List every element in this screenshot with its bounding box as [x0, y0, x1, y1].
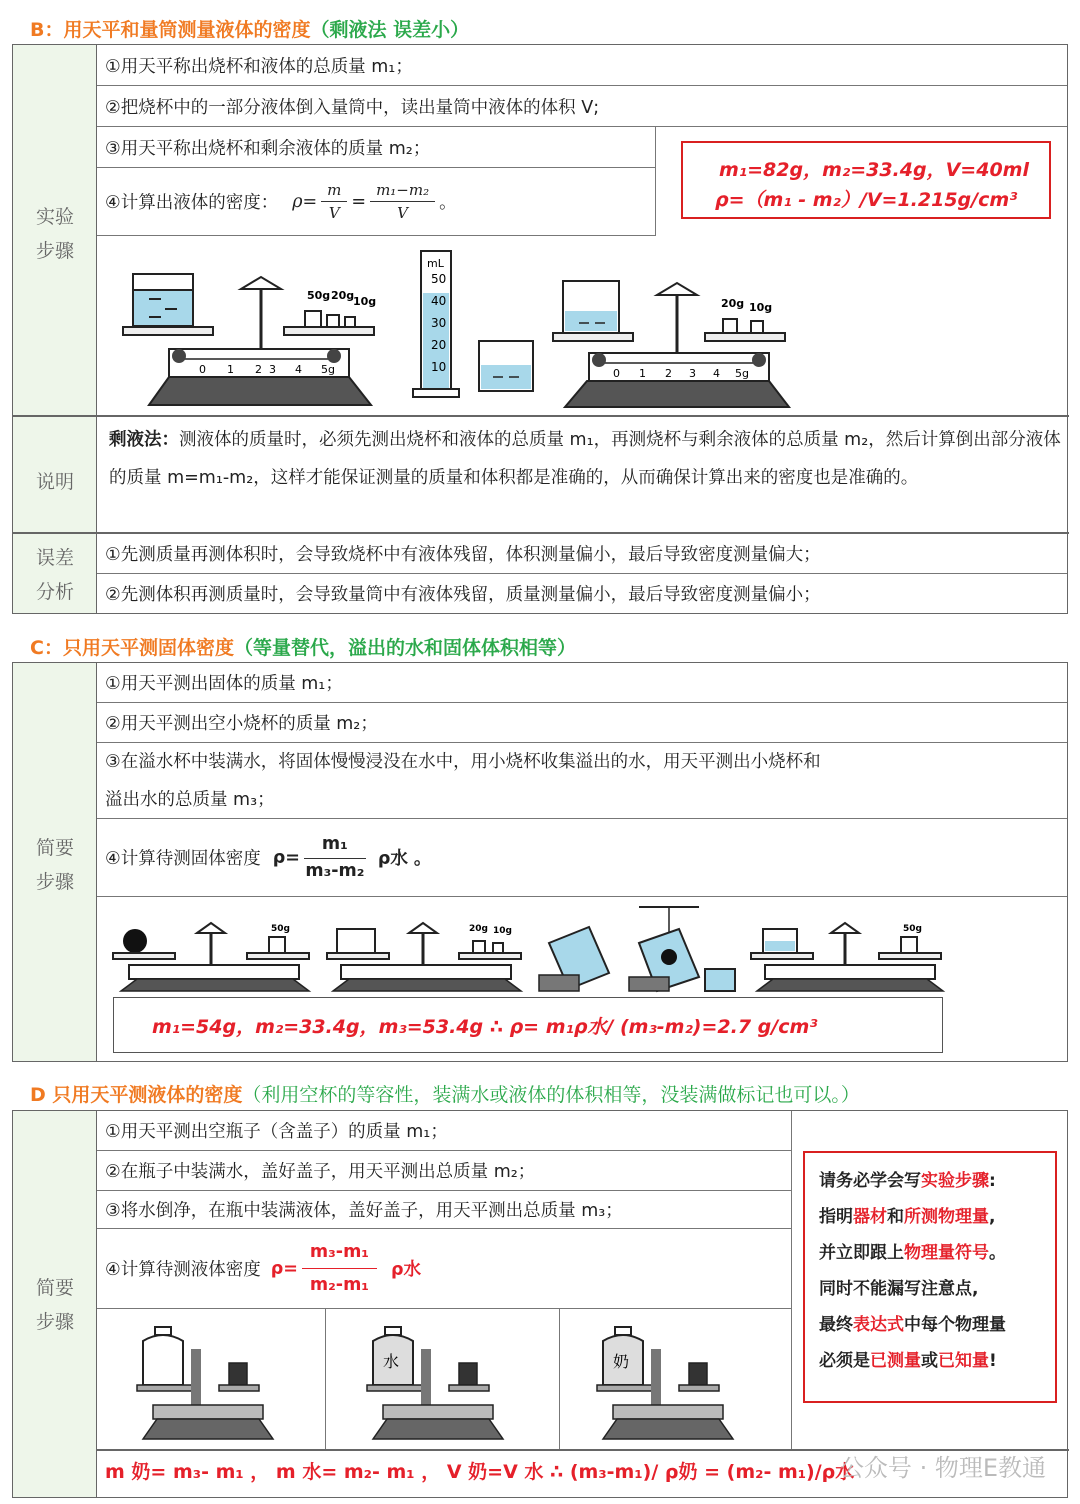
b-figure [109, 241, 809, 413]
b-weight-50g: 50g [307, 289, 331, 302]
side-label-steps-2: 步骤 [35, 240, 74, 262]
b-note-text: 测液体的质量时，必须先测出烧杯和液体的总质量 m₁，再测烧杯与剩余液体的总质量 m₂，然后计算倒出部分液体的质量 m=m₁-m₂，这样才能保证测量的质量和体积都是准确的，从而确保计算出来的密度也是准确的。 [109, 430, 1061, 488]
note-segment: 器材 [853, 1207, 887, 1227]
d-balance-water-bottle [367, 1327, 503, 1439]
c-step4-fraction [304, 834, 366, 881]
b-step-3: ③用天平称出烧杯和剩余液体的质量 m₂； [97, 127, 655, 168]
c-frac-den: m₃-m₂ [305, 861, 365, 881]
d-step4-prefix: ④计算待测液体密度 [105, 1260, 261, 1280]
d-step-1: ①用天平测出空瓶子（含盖子）的质量 m₁； [97, 1111, 791, 1151]
c-step-4 [97, 819, 1067, 897]
note-segment: 已知量 [938, 1351, 989, 1371]
svg-text:4: 4 [295, 363, 302, 376]
svg-text:0: 0 [199, 363, 206, 376]
c-step4-rho: ρ= [272, 847, 300, 868]
c-step4-suffix: ρ水 。 [377, 849, 432, 869]
d-figure [133, 1319, 773, 1443]
note-segment: 必须是 [819, 1351, 870, 1371]
note-segment: 最终 [819, 1315, 853, 1335]
note-segment: : [989, 1171, 996, 1191]
d-step-3: ③将水倒净，在瓶中装满液体，盖好盖子，用天平测出总质量 m₃； [97, 1191, 791, 1229]
d-step4-suffix: ρ水 [390, 1260, 421, 1280]
d-bottle-label-milk: 奶 [613, 1352, 630, 1371]
note-segment: 实验步骤 [921, 1171, 989, 1191]
section-b-heading [30, 15, 469, 42]
d-bottle-label-water: 水 [383, 1352, 400, 1371]
b-frac1-den: V [328, 204, 340, 222]
svg-text:10g: 10g [493, 926, 512, 936]
note-segment: 已测量 [870, 1351, 921, 1371]
svg-text:30: 30 [431, 316, 447, 330]
c-step-2: ②用天平测出空小烧杯的质量 m₂； [97, 703, 1067, 743]
b-error-1: ①先测质量再测体积时，会导致烧杯中有液体残留，体积测量偏小，最后导致密度测量偏大； [97, 534, 1067, 574]
section-b-title: B：用天平和量筒测量液体的密度 [30, 19, 311, 41]
section-d-subtitle: （利用空杯的等容性，装满水或液体的体积相等，没装满做标记也可以。） [242, 1084, 860, 1106]
b-frac2-num: m₁−m₂ [370, 181, 435, 202]
side-label-error-2: 分析 [35, 581, 74, 603]
note-segment: 。 [989, 1243, 1006, 1263]
svg-text:50g: 50g [271, 924, 290, 934]
d-balance-empty-bottle [137, 1327, 273, 1439]
b-small-beaker [479, 341, 533, 391]
b-step4-prefix: ④计算出液体的密度： [105, 193, 279, 213]
note-segment: 表达式 [853, 1315, 904, 1335]
c-balance-1 [113, 923, 309, 991]
b-graduated-cylinder [413, 251, 459, 397]
section-c-subtitle: （等量替代，溢出的水和固体体积相等） [233, 637, 576, 659]
note-segment: , [989, 1207, 996, 1227]
svg-text:3: 3 [269, 363, 276, 376]
note-segment: 并立即跟上 [819, 1243, 904, 1263]
svg-text:2: 2 [665, 367, 672, 380]
svg-text:20: 20 [431, 338, 447, 352]
note-segment: ! [989, 1351, 997, 1371]
note-segment: 或 [921, 1351, 938, 1371]
c-result-box: m₁=54g，m₂=33.4g，m₃=53.4g ∴ ρ= m₁ρ水/ (m₃-m₂)=2.7 g/cm³ [113, 997, 943, 1053]
svg-text:10g: 10g [749, 301, 773, 314]
c-side-label-2: 步骤 [35, 871, 74, 893]
section-c-table [12, 662, 1068, 1062]
c-overflow-cup-2 [629, 907, 735, 991]
svg-text:50: 50 [431, 272, 447, 286]
b-weight-20g: 20g [331, 289, 355, 302]
note-segment: 中每个物理量 [904, 1315, 1006, 1335]
d-frac-num: m₃-m₁ [302, 1242, 377, 1269]
b-example-line-1: m₁=82g，m₂=33.4g，V=40ml [719, 159, 1029, 181]
side-label-error-1: 误差 [35, 547, 74, 569]
b-frac1-num: m [321, 181, 347, 202]
d-step4-fraction [302, 1242, 377, 1295]
section-d-table [12, 1110, 1068, 1498]
note-segment: 指明 [819, 1207, 853, 1227]
b-note-bold: 剩液法： [109, 430, 179, 450]
note-line [819, 1271, 1055, 1307]
section-c-sidebar [13, 663, 97, 1061]
c-step3-line-a: ③在溢水杯中装满水，将固体慢慢浸没在水中，用小烧杯收集溢出的水，用天平测出小烧杯和 [105, 751, 821, 772]
b-step4-end: 。 [439, 193, 457, 213]
note-segment: 物理量符号 [904, 1243, 989, 1263]
d-result-line: m 奶= m₃- m₁ ， m 水= m₂- m₁ ， V 奶=V 水 ∴ (m₃-m₁)/ ρ奶 = (m₂- m₁)/ρ水 [105, 1461, 855, 1483]
c-side-label-1: 简要 [35, 837, 74, 859]
d-balance-milk-bottle [597, 1327, 733, 1439]
svg-text:20g: 20g [469, 924, 488, 934]
section-b-table [12, 44, 1068, 614]
svg-text:3: 3 [689, 367, 696, 380]
b-balance-right [553, 281, 789, 407]
note-line [819, 1343, 1055, 1379]
b-note-paragraph [109, 421, 1069, 497]
d-note-box [803, 1151, 1057, 1403]
c-balance-2 [327, 923, 521, 991]
watermark: 公众号 · 物理E教通 [839, 1454, 1046, 1482]
svg-text:2: 2 [255, 363, 262, 376]
d-frac-den: m₂-m₁ [309, 1275, 369, 1295]
d-step-4 [97, 1229, 791, 1309]
section-b-subtitle: （剩液法 误差小） [310, 19, 470, 41]
note-line [819, 1199, 1055, 1235]
side-label-steps-1: 实验 [35, 206, 74, 228]
b-example-box [681, 141, 1051, 219]
svg-text:5g: 5g [735, 367, 749, 380]
c-step4-prefix: ④计算待测固体密度 [105, 849, 261, 869]
section-d-sidebar [13, 1111, 97, 1497]
section-c-heading [30, 633, 576, 660]
svg-text:50g: 50g [903, 924, 922, 934]
note-segment: 同时不能漏写注意点, [819, 1279, 979, 1299]
note-line [819, 1235, 1055, 1271]
svg-text:5g: 5g [321, 363, 335, 376]
note-segment: 和 [887, 1207, 904, 1227]
c-frac-num: m₁ [304, 834, 366, 859]
d-step4-rho: ρ= [270, 1258, 298, 1279]
b-step4-fraction-2 [370, 181, 435, 222]
b-balance-left [123, 274, 376, 405]
note-segment: 请务必学会写 [819, 1171, 921, 1191]
c-step-1: ①用天平测出固体的质量 m₁； [97, 663, 1067, 703]
d-side-label-1: 简要 [35, 1277, 74, 1299]
section-d-heading [30, 1080, 860, 1107]
b-step-1: ①用天平称出烧杯和液体的总质量 m₁； [97, 45, 1067, 86]
side-label-note: 说明 [35, 471, 74, 493]
c-overflow-cup-1 [539, 927, 609, 991]
b-step4-equals: = [351, 191, 367, 212]
svg-text:20g: 20g [721, 297, 745, 310]
svg-text:mL: mL [427, 257, 444, 270]
svg-text:1: 1 [227, 363, 234, 376]
b-weight-10g: 10g [353, 295, 377, 308]
svg-text:40: 40 [431, 294, 447, 308]
section-b-sidebar [13, 45, 97, 613]
b-step-2: ②把烧杯中的一部分液体倒入量筒中，读出量筒中液体的体积 V; [97, 86, 1067, 127]
note-segment: 所测物理量 [904, 1207, 989, 1227]
svg-text:1: 1 [639, 367, 646, 380]
c-step3-line-b: 溢出水的总质量 m₃； [105, 789, 275, 810]
b-error-2: ②先测体积再测质量时，会导致量筒中有液体残留，质量测量偏小，最后导致密度测量偏小； [105, 585, 821, 605]
b-example-line-2: ρ=（m₁ - m₂）/V=1.215g/cm³ [715, 189, 1018, 211]
svg-text:0: 0 [613, 367, 620, 380]
b-frac2-den: V [397, 204, 408, 222]
c-step-3 [97, 743, 1067, 819]
section-d-title: D 只用天平测液体的密度 [30, 1084, 243, 1106]
note-line [819, 1163, 1055, 1199]
note-line [819, 1307, 1055, 1343]
b-step4-fraction-1 [321, 181, 347, 222]
svg-text:10: 10 [431, 360, 447, 374]
d-side-label-2: 步骤 [35, 1311, 74, 1333]
section-c-title: C：只用天平测固体密度 [30, 637, 234, 659]
c-balance-3 [751, 923, 943, 991]
b-step4-rho: ρ= [292, 191, 318, 212]
b-step-4 [97, 168, 655, 236]
c-figure [109, 903, 949, 993]
d-step-2: ②在瓶子中装满水，盖好盖子，用天平测出总质量 m₂； [97, 1151, 791, 1191]
svg-text:4: 4 [713, 367, 720, 380]
